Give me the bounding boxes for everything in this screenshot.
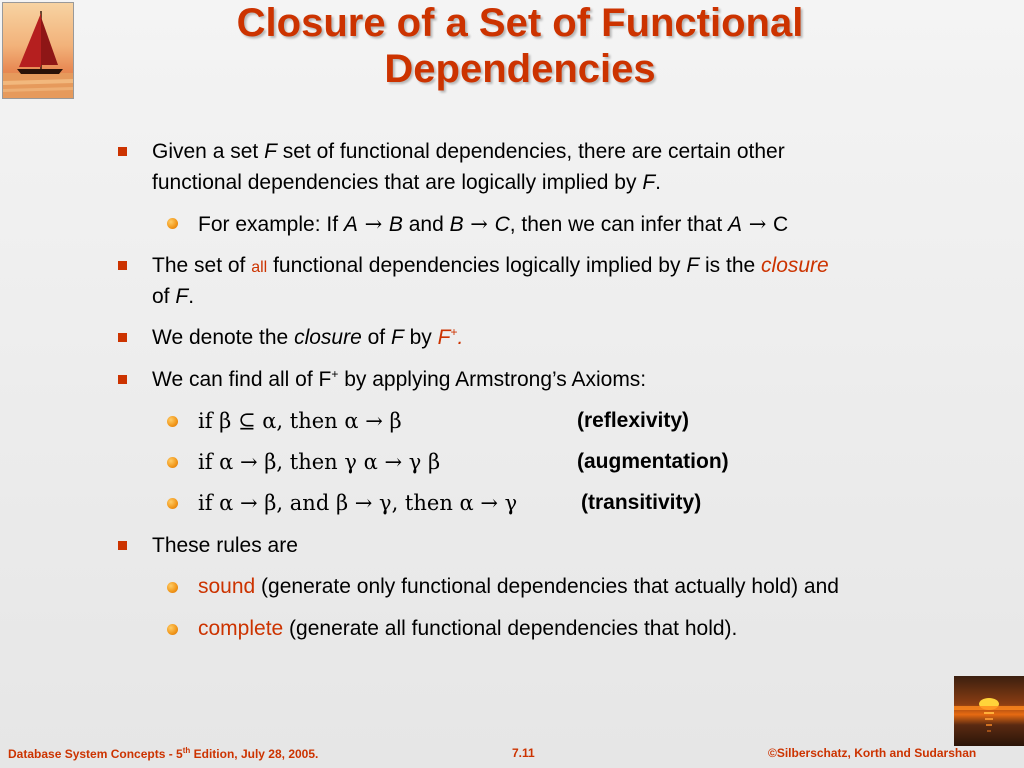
symbol-C: C [773, 213, 789, 236]
example-line [198, 209, 788, 240]
symbol-F: F [264, 140, 277, 163]
text: Edition, July 28, 2005. [190, 747, 319, 761]
axiom-transitivity-name: (transitivity) [581, 491, 702, 514]
rule-sound-line [198, 572, 839, 602]
text: of [361, 326, 391, 349]
arrow: → [742, 212, 773, 236]
footer-left [8, 746, 318, 761]
bullet-2-line-2 [152, 282, 194, 312]
text: . [655, 171, 661, 194]
symbol-F: F [642, 171, 656, 194]
text: set of functional dependencies, there are certain other [276, 140, 785, 163]
sunset-image [954, 676, 1024, 746]
arrow: → [463, 212, 495, 236]
page-number: 7.11 [512, 746, 535, 760]
bullet-3-line [152, 323, 463, 353]
bullet-square [118, 375, 127, 384]
text: functional dependencies logically implied by [267, 254, 687, 277]
text: of [152, 285, 176, 308]
symbol-F: F [175, 285, 189, 308]
bullet-dot [167, 582, 178, 593]
bullet-square [118, 261, 127, 270]
symbol-B: B [388, 213, 403, 236]
text: Database System Concepts - 5 [8, 747, 183, 761]
emphasis-closure: closure [761, 254, 829, 277]
text: (generate all functional dependencies that hold). [283, 617, 738, 640]
bullet-dot [167, 218, 178, 229]
bullet-square [118, 333, 127, 342]
superscript-plus: + [450, 325, 458, 339]
bullet-dot [167, 457, 178, 468]
axiom-reflexivity-name: (reflexivity) [577, 409, 690, 432]
word-complete: complete [198, 617, 284, 640]
rule-complete-line [198, 614, 737, 644]
text: . [457, 326, 464, 349]
text: Given a set [152, 140, 265, 163]
title-line-1: Closure of a Set of Functional [236, 1, 804, 45]
sunset-icon [954, 676, 1024, 746]
text: if β ⊆ α, then α → β [198, 409, 402, 433]
bullet-dot [167, 416, 178, 427]
bullet-2-line-1 [152, 251, 829, 283]
bullet-5-line: These rules are [152, 534, 298, 557]
text: . [188, 285, 195, 308]
bullet-dot [167, 498, 178, 509]
bullet-1-line-1 [152, 137, 785, 167]
superscript: th [182, 746, 191, 755]
text: For example: If [198, 213, 344, 236]
text: We denote the [152, 326, 295, 349]
text: (generate only functional dependencies that actually hold) and [255, 575, 839, 598]
bullet-dot [167, 624, 178, 635]
symbol-B: B [449, 213, 464, 236]
title-line-2: Dependencies [384, 47, 656, 91]
symbol-A: A [343, 213, 358, 236]
superscript-plus: + [331, 367, 339, 381]
text: functional dependencies that are logically implied by [152, 171, 643, 194]
text: , then we can infer that [509, 213, 729, 236]
bullet-square [118, 147, 127, 156]
bullet-4-line [152, 365, 646, 395]
axiom-augmentation-name: (augmentation) [577, 450, 729, 473]
footer-right: ©Silberschatz, Korth and Sudarshan [768, 746, 977, 760]
text: if α → β, and β → γ, then α → γ [198, 491, 518, 515]
text: if α → β, then γ α → γ β [198, 450, 441, 474]
bullet-square [118, 541, 127, 550]
text: by applying Armstrong’s Axioms: [338, 368, 647, 391]
symbol-A: A [728, 213, 743, 236]
bullet-1-line-2 [152, 168, 661, 198]
arrow: → [357, 212, 389, 236]
text: We can find all of F [152, 368, 332, 391]
symbol-C: C [494, 213, 510, 236]
word-closure: closure [294, 326, 362, 349]
text: and [402, 213, 450, 236]
word-sound: sound [198, 575, 256, 598]
emphasis-all: all [251, 259, 268, 276]
text: The set of [152, 254, 252, 277]
symbol-F: F [390, 326, 404, 349]
axiom-augmentation-rule [198, 447, 440, 478]
text: by [403, 326, 438, 349]
symbol-F-plus: F [437, 326, 451, 349]
symbol-F: F [686, 254, 700, 277]
axiom-reflexivity-rule [198, 406, 402, 437]
text: is the [699, 254, 762, 277]
axiom-transitivity-rule [198, 488, 517, 519]
